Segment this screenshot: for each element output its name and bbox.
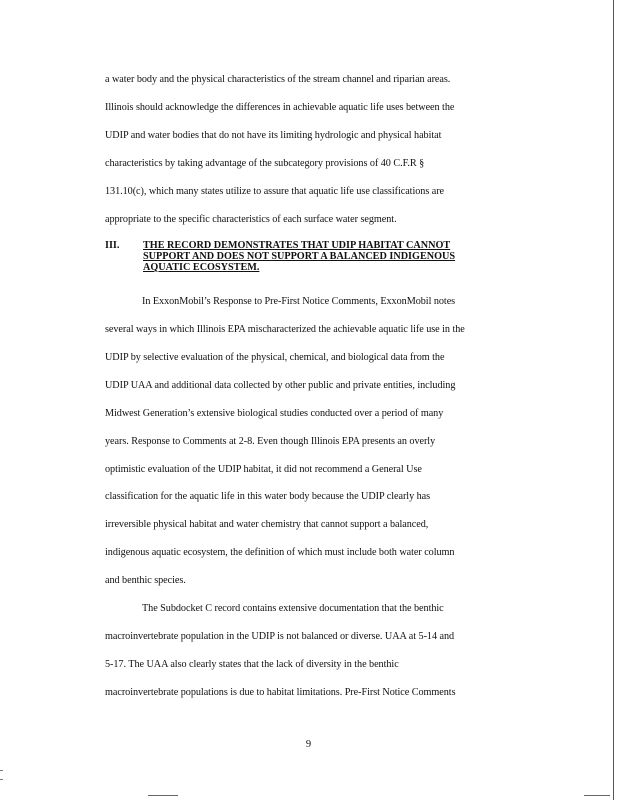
paragraph-line: macroinvertebrate population in the UDIP is not balanced or diverse. UAA at 5-14 and [105, 631, 455, 642]
paragraph-line: Midwest Generation’s extensive biological studies conducted over a period of many [105, 408, 444, 419]
section-title-line: THE RECORD DEMONSTRATES THAT UDIP HABITAT CANNOT [143, 240, 451, 251]
paragraph-line: 5-17. The UAA also clearly states that the lack of diversity in the benthic [105, 659, 399, 670]
paragraph-line: optimistic evaluation of the UDIP habitat, it did not recommend a General Use [105, 464, 422, 475]
paragraph-line: and benthic species. [105, 575, 186, 586]
paragraph-line: several ways in which Illinois EPA mischaracterized the achievable aquatic life use in the [105, 324, 465, 335]
paragraph-line: UDIP by selective evaluation of the physical, chemical, and biological data from the [105, 352, 445, 363]
scan-edge-line [613, 0, 614, 800]
paragraph-line: In ExxonMobil’s Response to Pre-First Notice Comments, ExxonMobil notes [142, 296, 456, 307]
body-line: appropriate to the specific characteristics of each surface water segment. [105, 214, 397, 225]
scan-artifact-mark [584, 795, 610, 796]
section-heading [105, 240, 525, 276]
section-title-line: AQUATIC ECOSYSTEM. [143, 262, 260, 273]
paragraph-line: years. Response to Comments at 2-8. Even though Illinois EPA presents an overly [105, 436, 436, 447]
scan-artifact-mark [0, 770, 3, 771]
paragraph-line: classification for the aquatic life in this water body because the UDIP clearly has [105, 491, 431, 502]
paragraph-line: The Subdocket C record contains extensive documentation that the benthic [142, 603, 444, 614]
body-line: a water body and the physical characteristics of the stream channel and riparian areas. [105, 74, 451, 85]
paragraph-line: irreversible physical habitat and water chemistry that cannot support a balanced, [105, 519, 429, 530]
body-line: characteristics by taking advantage of the subcategory provisions of 40 C.F.R § [105, 158, 425, 169]
scan-artifact-mark [148, 795, 178, 796]
scan-artifact-mark [0, 779, 3, 780]
section-number: III. [105, 240, 120, 251]
section-title-line: SUPPORT AND DOES NOT SUPPORT A BALANCED INDIGENOUS [143, 251, 456, 262]
body-line: 131.10(c), which many states utilize to assure that aquatic life use classifications are [105, 186, 445, 197]
paragraph-line: indigenous aquatic ecosystem, the definition of which must include both water column [105, 547, 455, 558]
body-line: UDIP and water bodies that do not have its limiting hydrologic and physical habitat [105, 130, 442, 141]
page-number: 9 [305, 739, 312, 750]
paragraph-line: UDIP UAA and additional data collected by other public and private entities, including [105, 380, 456, 391]
paragraph-line: macroinvertebrate populations is due to habitat limitations. Pre-First Notice Comments [105, 687, 456, 698]
section-title [143, 240, 455, 273]
body-line: Illinois should acknowledge the differences in achievable aquatic life uses between the [105, 102, 455, 113]
